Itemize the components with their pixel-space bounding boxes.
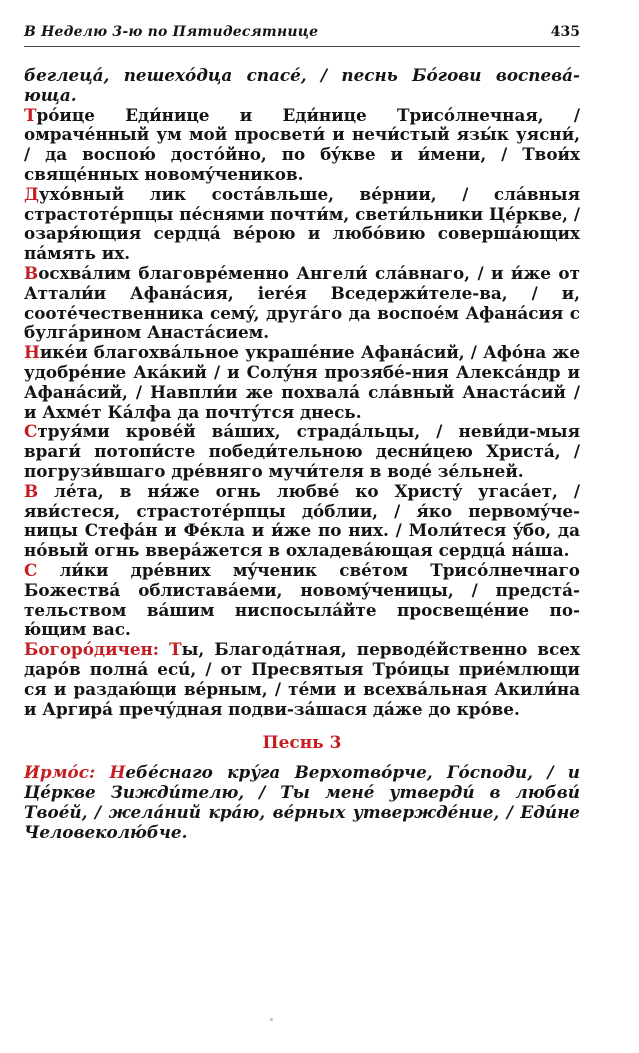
troparion [24,343,580,422]
theotokion [24,640,580,719]
drop-initial: С [24,559,38,580]
troparion [24,561,580,640]
theotokion-label: Богорóдичен: [24,639,160,660]
troparion-text: рóице Еди́нице и Еди́нице Трисóлнечная, / омрачéнный ум мой просвети́ и нечи́стый язы́к уясни́, / да воспою́ достóйно, по бýкве и и́мени, / Твои́х свящéнных новомýчеников. [24,104,580,184]
troparion-text: лéта, в ня́же огнь любвé ко Христý угасáет, / яви́стеся, страстотéрпцы дóблии, / я́ко первомýче-ницы Стефáн и Фéкла и и́же по них. / Моли́теся ýбо, да нóвый огнь вверáжется в охладевáющая сердцá нáша. [24,480,580,561]
troparion-text: осхвáлим благоврéменно Ангели́ слáвнаго, / и и́же от Аттали́и Афанáсия, ieréя Вседержи́теле-ва, / и, соотéчественника семý, другáго да воспоéм Афанáсия с булгáрином Анастáсием. [24,262,580,343]
irmos-label: Ирмóс: [24,762,96,783]
irmos [24,763,580,842]
continuation-text: беглецá, пешехóдца спасé, / песнь Бóгови воспевá-юща. [24,65,580,105]
troparion-text: труя́ми кровéй вáших, страдáльцы, / неви́ди-мыя враги́ потопи́сте победи́тельною десни́цею Христá, / погрузи́вшаго дрéвняго мучи́теля в водé зéльней. [24,421,580,481]
troparion-text: ухóвный лик состáвльше, вéрнии, / слáвныя страстотéрпцы пéснями почти́м, свети́льники Цéркве, / озаря́ющия сердцá вéрою и любóвию совершáющих пáмять их. [24,183,580,264]
ode-heading: Песнь 3 [262,733,342,754]
drop-initial: Н [109,762,126,783]
drop-initial: Т [169,639,182,660]
troparion [24,185,580,264]
troparion [24,264,580,343]
troparion-text: икéи благохвáльное украшéние Афанáсий, / Афóна же удобрéние Акáкий / и Солýня прозябé-ния Алексáндр и Афанáсий, / Навпли́и же похвалá слáвный Анастáсий / и Ахмéт Кáлфа да почтýтся днесь. [24,342,580,422]
troparion [24,106,580,185]
drop-initial: С [24,421,38,442]
page-number: 435 [550,24,580,40]
drop-initial: Т [24,104,37,125]
running-header [24,22,580,47]
drop-initial: В [24,262,39,283]
running-title: В Неделю 3-ю по Пятидесятнице [24,24,319,40]
theotokion-text: ы, Благодáтная, перводéйственно всех дарóв полнá есú, / от Пресвятыя Трóицы приéмлющи ся и раздаю́щи вéрным, / тéми и всехвáльная Акили́на и Аргирá пречýдная подви-зáшася дáже до крóве. [24,639,580,719]
troparion-text: ли́ки дрéвних мýченик свéтом Трисóлнечнаго Божествá облиставáеми, новомýченицы, / предстá-тельством вáшим ниспосылáйте просвещéние по-ю́щим вас. [24,559,580,640]
drop-initial: В [24,480,39,501]
troparion [24,482,580,561]
drop-initial: Н [24,342,40,363]
page-body [24,66,580,842]
troparion [24,422,580,481]
drop-initial: Д [24,183,39,204]
irmos-text: ебéснаго крýга Верхотвóрче, Гóсподи, / и Цéркве Зижди́телю, / Ты менé утверди́ в любви́ Твоéй, / желáний крáю, вéрных утверждéние, / Еди́не Человеколю́бче. [24,762,580,842]
paper-speck [270,1018,273,1021]
